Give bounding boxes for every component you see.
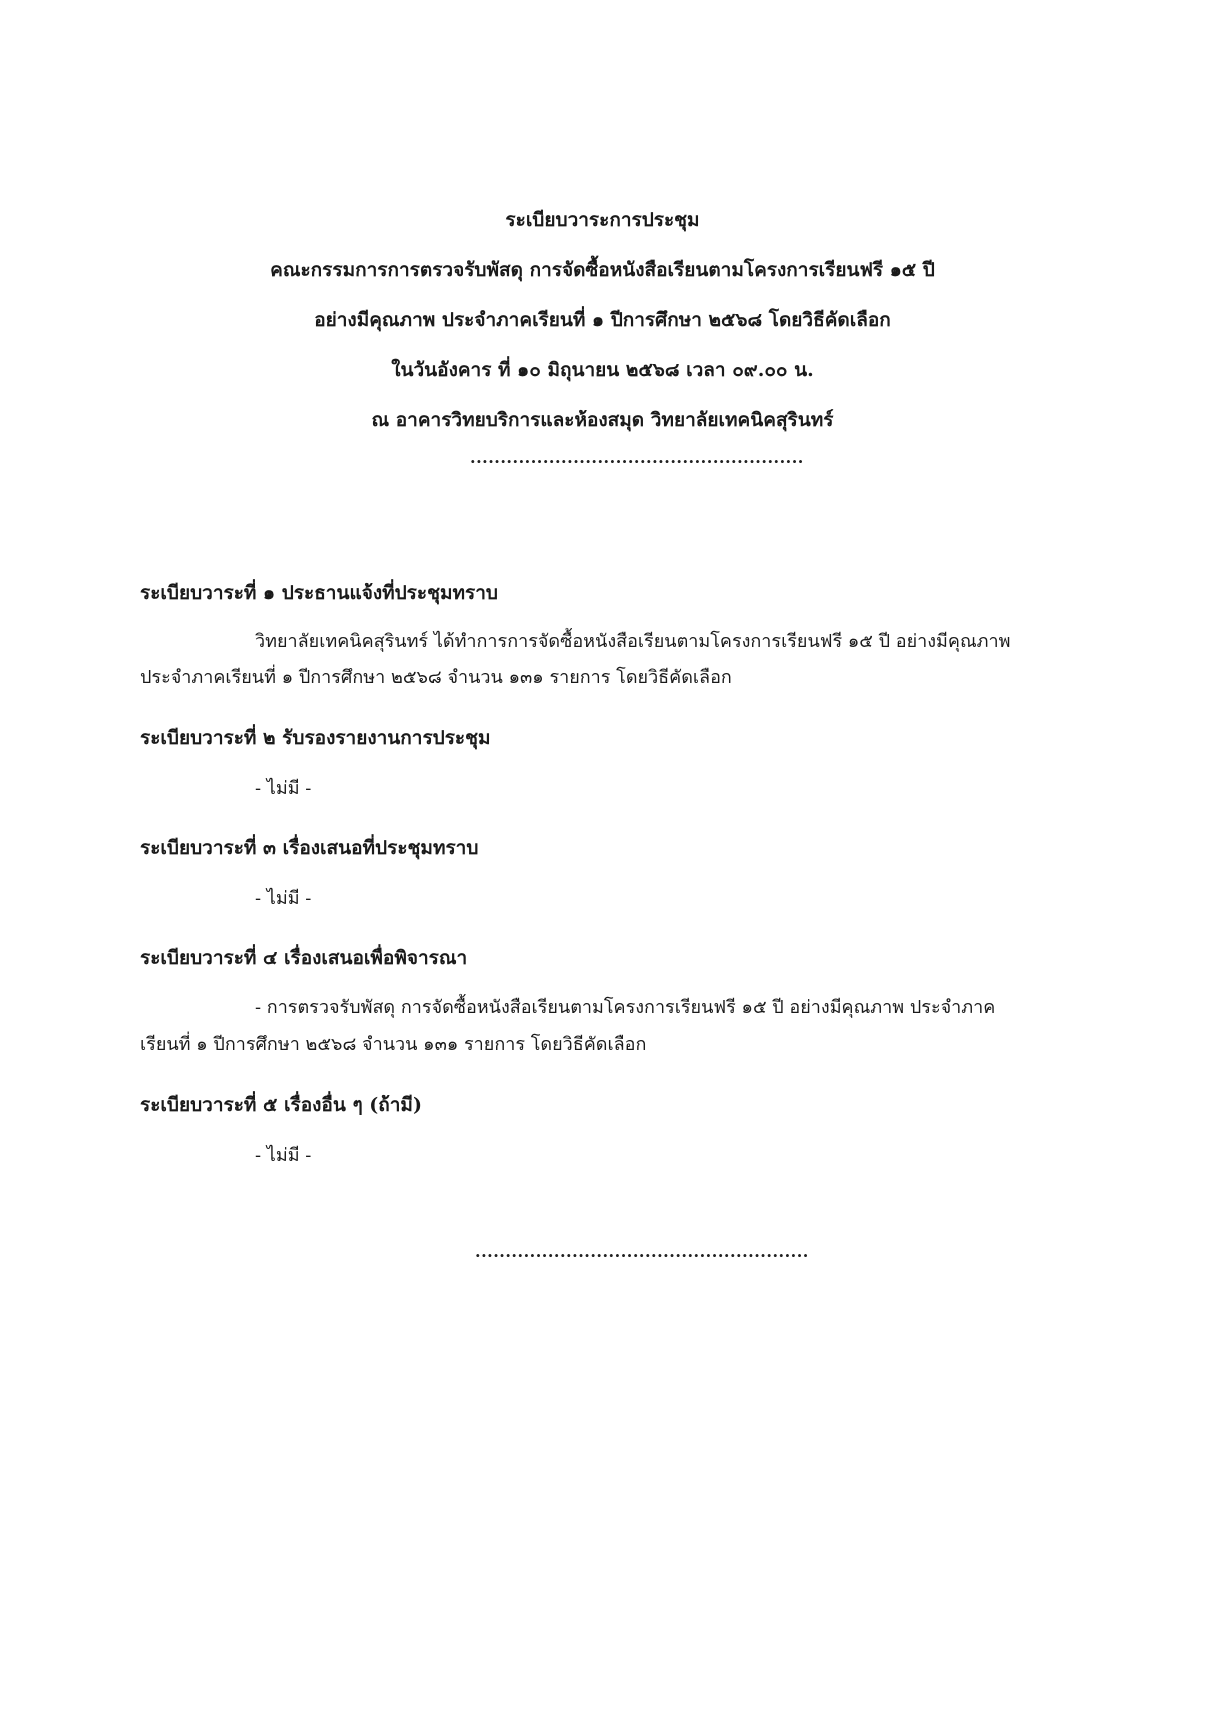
place-line: ณ อาคารวิทยบริการและห้องสมุด วิทยาลัยเทคนิคสุรินทร์ — [371, 409, 834, 431]
footer-divider: ....................................................... — [475, 1242, 809, 1261]
agenda-item-4-body-line1: - การตรวจรับพัสดุ การจัดซื้อหนังสือเรียนตามโครงการเรียนฟรี ๑๕ ปี อย่างมีคุณภาพ ประจำภาค — [255, 997, 996, 1018]
agenda-item-5-body: - ไม่มี - — [255, 1145, 312, 1166]
agenda-item-1-body-line2: ประจำภาคเรียนที่ ๑ ปีการศึกษา ๒๕๖๘ จำนวน ๑๓๑ รายการ โดยวิธีคัดเลือก — [140, 667, 732, 688]
agenda-item-2-body: - ไม่มี - — [255, 778, 312, 799]
agenda-item-5-heading: ระเบียบวาระที่ ๕ เรื่องอื่น ๆ (ถ้ามี) — [140, 1094, 422, 1116]
agenda-item-2-heading: ระเบียบวาระที่ ๒ รับรองรายงานการประชุม — [140, 727, 491, 749]
agenda-item-1-heading: ระเบียบวาระที่ ๑ ประธานแจ้งที่ประชุมทราบ — [140, 582, 498, 604]
agenda-item-4-heading: ระเบียบวาระที่ ๔ เรื่องเสนอเพื่อพิจารณา — [140, 947, 468, 969]
agenda-title: ระเบียบวาระการประชุม — [505, 209, 700, 231]
agenda-item-3-body: - ไม่มี - — [255, 888, 312, 909]
header-divider: ....................................................... — [470, 448, 804, 467]
committee-line: คณะกรรมการการตรวจรับพัสดุ การจัดซื้อหนังสือเรียนตามโครงการเรียนฟรี ๑๕ ปี — [270, 259, 935, 281]
date-line: ในวันอังคาร ที่ ๑๐ มิถุนายน ๒๕๖๘ เวลา ๐๙.๐๐ น. — [391, 359, 814, 381]
agenda-item-4-body-line2: เรียนที่ ๑ ปีการศึกษา ๒๕๖๘ จำนวน ๑๓๑ รายการ โดยวิธีคัดเลือก — [140, 1034, 647, 1055]
agenda-item-1-body-line1: วิทยาลัยเทคนิคสุรินทร์ ได้ทำการการจัดซื้อหนังสือเรียนตามโครงการเรียนฟรี ๑๕ ปี อย่างมีคุณภาพ — [255, 631, 1011, 652]
project-line: อย่างมีคุณภาพ ประจำภาคเรียนที่ ๑ ปีการศึกษา ๒๕๖๘ โดยวิธีคัดเลือก — [314, 309, 891, 331]
agenda-item-3-heading: ระเบียบวาระที่ ๓ เรื่องเสนอที่ประชุมทราบ — [140, 837, 479, 859]
